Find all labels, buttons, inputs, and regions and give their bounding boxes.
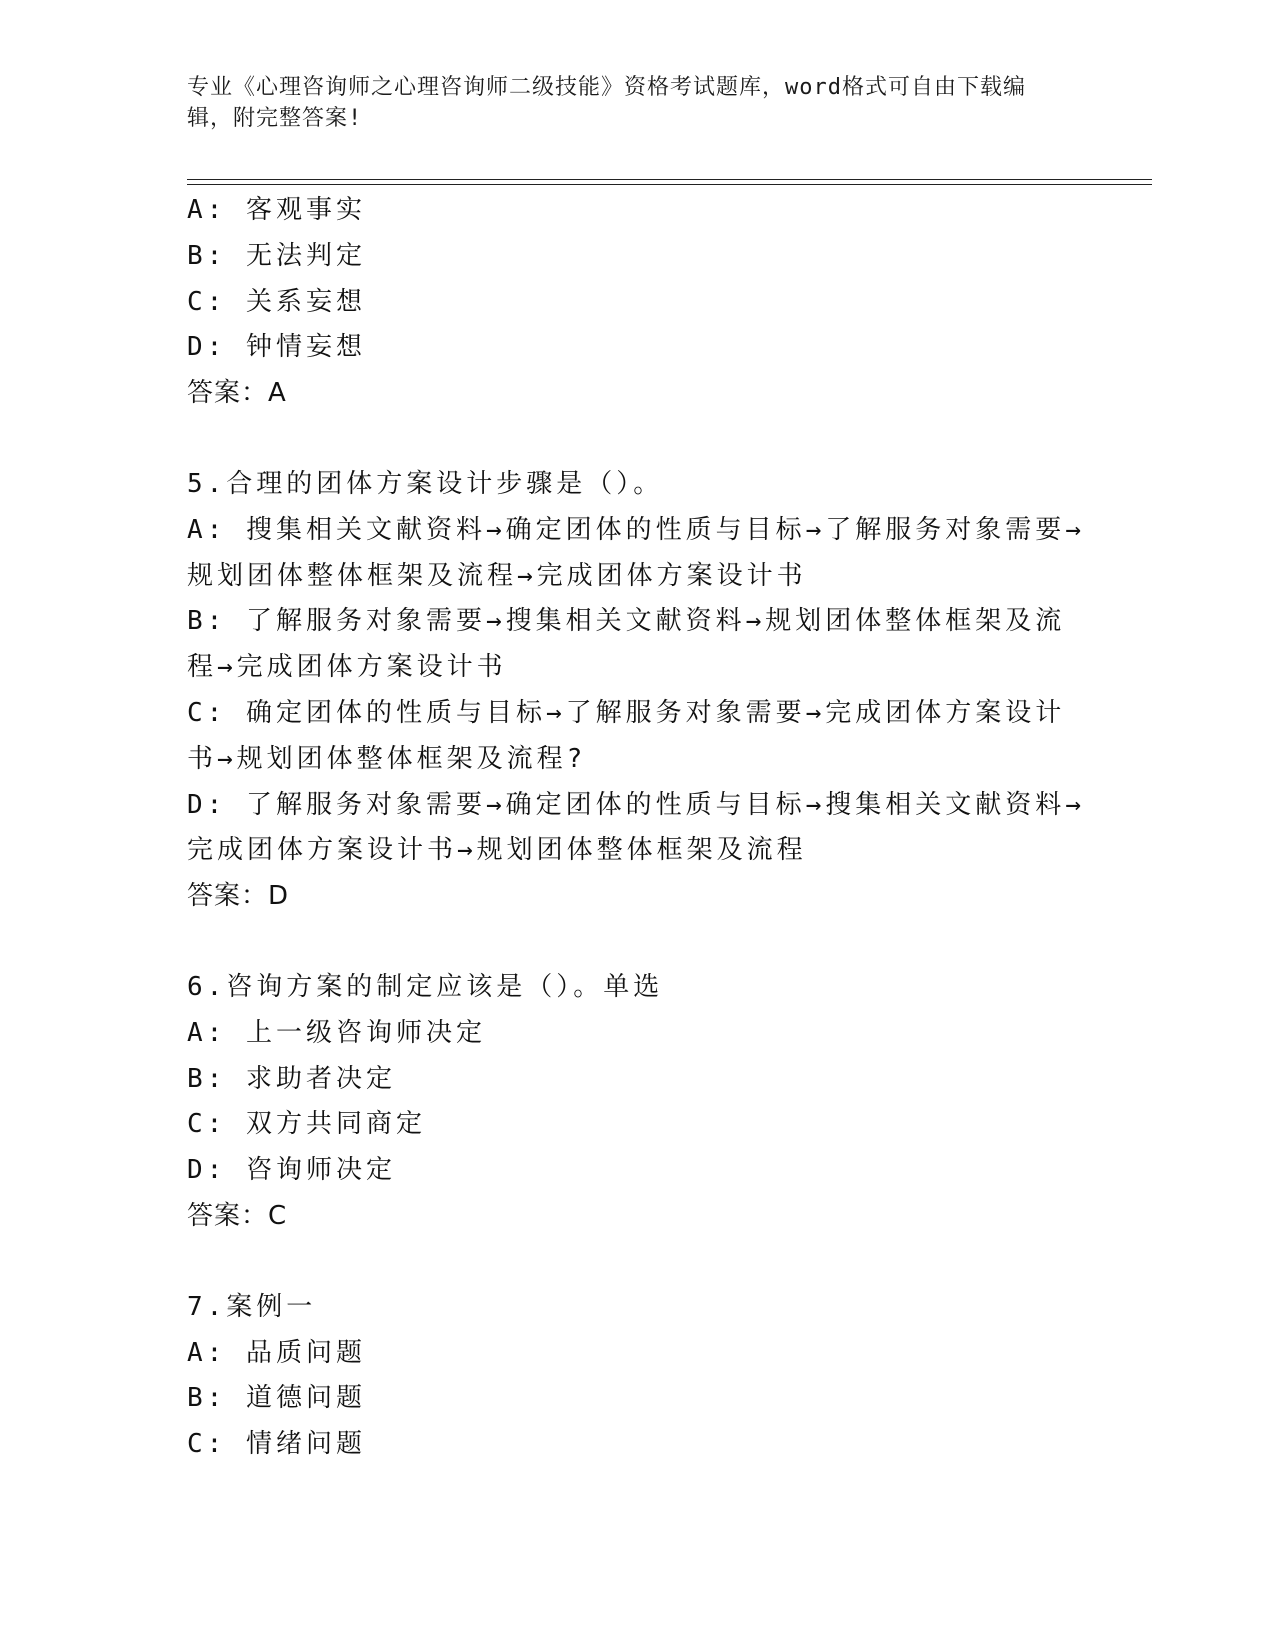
spacer (187, 417, 1087, 462)
option-b: B: 无法判定 (187, 240, 366, 271)
option-b: B: 道德问题 (187, 1383, 366, 1414)
option-a: A: 品质问题 (187, 1337, 366, 1368)
question-stem: 6.咨询方案的制定应该是（）。单选 (187, 971, 664, 1002)
option-d: D: 钟情妄想 (187, 332, 366, 363)
option-b: B: 求助者决定 (187, 1063, 396, 1094)
question-content (187, 188, 1087, 1468)
option-c: C: 双方共同商定 (187, 1109, 426, 1140)
spacer (187, 920, 1087, 965)
header-divider-top (187, 179, 1152, 180)
answer: 答案：C (187, 1200, 288, 1231)
option-b: B: 了解服务对象需要→搜集相关文献资料→规划团体整体框架及流程→完成团体方案设计书 (187, 606, 1066, 683)
header-divider-bottom (187, 184, 1152, 185)
option-a: A: 客观事实 (187, 195, 366, 225)
page-header: 专业《心理咨询师之心理咨询师二级技能》资格考试题库，word格式可自由下载编辑，附完整答案! (187, 75, 1026, 131)
option-c: C: 确定团体的性质与目标→了解服务对象需要→完成团体方案设计书→规划团体整体框架及流程? (187, 697, 1066, 774)
answer: 答案：A (187, 378, 287, 409)
question-stem: 7.案例一 (187, 1291, 317, 1322)
question-stem: 5.合理的团体方案设计步骤是（）。 (187, 468, 664, 499)
option-a: A: 搜集相关文献资料→确定团体的性质与目标→了解服务对象需要→规划团体整体框架及流程→完成团体方案设计书 (187, 514, 1085, 591)
option-a: A: 上一级咨询师决定 (187, 1017, 486, 1048)
option-d: D: 了解服务对象需要→确定团体的性质与目标→搜集相关文献资料→完成团体方案设计书→规划团体整体框架及流程 (187, 789, 1085, 866)
spacer (187, 1240, 1087, 1285)
question-6 (187, 965, 1087, 1240)
option-c: C: 关系妄想 (187, 286, 366, 317)
question-5 (187, 462, 1087, 920)
question-7 (187, 1285, 1087, 1468)
option-d: D: 咨询师决定 (187, 1155, 396, 1186)
option-c: C: 情绪问题 (187, 1429, 366, 1460)
answer: 答案：D (187, 881, 290, 912)
question-4 (187, 188, 1087, 417)
